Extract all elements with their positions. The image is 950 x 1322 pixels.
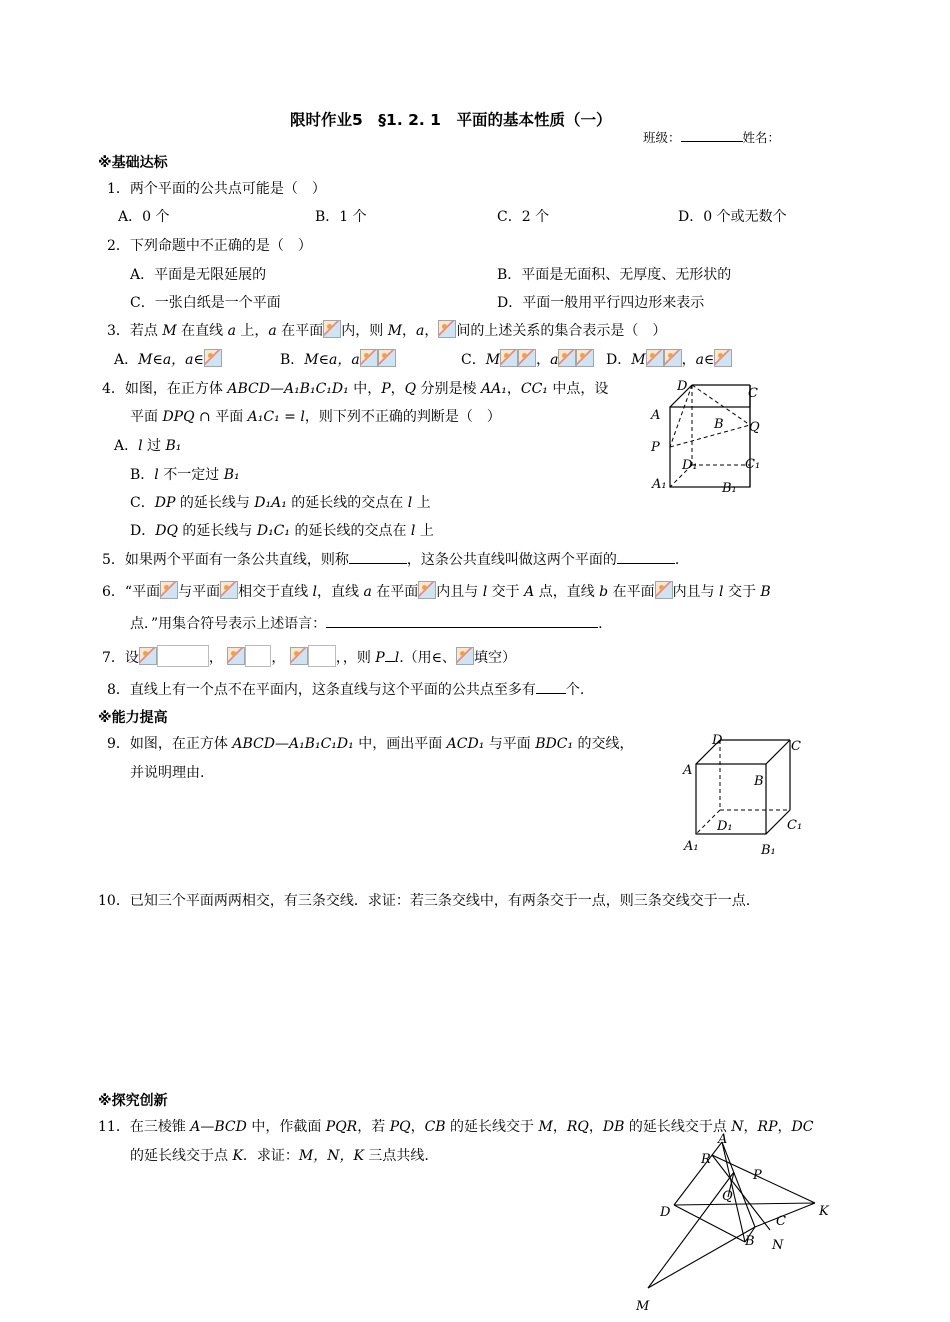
inline-text: 中点，设 xyxy=(547,381,609,397)
broken-image-icon xyxy=(655,581,673,599)
class-blank[interactable] xyxy=(681,127,743,142)
inline-text: ， xyxy=(424,323,439,339)
q11-fig-label-P: P xyxy=(753,1168,762,1183)
q9-line-1 xyxy=(107,733,634,753)
broken-image-icon xyxy=(558,349,576,367)
q3-option-a xyxy=(114,349,222,369)
q3-option-b xyxy=(280,349,396,369)
inline-text: ， xyxy=(743,1119,758,1135)
inline-text: B₁ xyxy=(223,467,240,483)
inline-text: D． xyxy=(130,523,156,539)
q7-blank[interactable] xyxy=(385,647,395,662)
inline-text: AA₁ xyxy=(481,381,507,397)
inline-text: 与平面 xyxy=(484,736,536,752)
q2-stem: 2．下列命题中不正确的是（ ） xyxy=(107,238,312,254)
broken-image-icon xyxy=(646,349,664,367)
q4-fig-label-B1: B₁ xyxy=(722,481,737,496)
q11-fig-label-R: R xyxy=(701,1152,711,1167)
inline-text: A． xyxy=(114,438,139,454)
inline-text: 9．如图，在正方体 xyxy=(107,736,233,752)
q3-option-c xyxy=(461,349,594,369)
q11-fig-label-B: B xyxy=(745,1234,755,1249)
q1-option-c: C．2 个 xyxy=(497,209,550,225)
inline-text: 5．如果两个平面有一条公共直线，则称 xyxy=(102,552,349,568)
q4-fig-label-A1: A₁ xyxy=(652,477,667,492)
inline-text: . xyxy=(674,552,680,568)
inline-text: 的延长线与 xyxy=(175,495,255,511)
q9-fig-label-D: D xyxy=(712,733,723,748)
q3-stem xyxy=(107,320,666,340)
inline-text: 填空） xyxy=(474,650,517,666)
inline-text: ．求证： xyxy=(242,1148,299,1164)
inline-text: 内且与 xyxy=(672,584,720,600)
inline-text: l xyxy=(154,467,159,483)
inline-text: M xyxy=(387,323,403,339)
q2-option-a: A．平面是无限延展的 xyxy=(130,267,267,283)
inline-text: 与平面 xyxy=(178,584,221,600)
inline-text: ， xyxy=(552,1119,567,1135)
q5-blank-2[interactable] xyxy=(617,549,675,564)
inline-text: 相交于直线 xyxy=(238,584,313,600)
inline-text: A₁C₁ xyxy=(247,409,280,425)
inline-text: CB xyxy=(424,1119,446,1135)
inline-text: l xyxy=(138,438,143,454)
inline-text: ACD₁ xyxy=(446,736,485,752)
q9-line-2: 并说明理由. xyxy=(130,765,205,781)
q4-fig-label-Q: Q xyxy=(749,420,760,435)
q11-line-2 xyxy=(130,1145,429,1165)
broken-image-icon xyxy=(418,581,436,599)
inline-text: a∈ xyxy=(185,352,204,368)
inline-text: ， xyxy=(588,1119,603,1135)
broken-image-icon xyxy=(576,349,594,367)
inline-text: 在直线 xyxy=(176,323,228,339)
inline-text: 内，则 xyxy=(341,323,388,339)
inline-text: a xyxy=(268,323,277,339)
q9-fig-label-C1: C₁ xyxy=(787,818,803,833)
inline-text: 上 xyxy=(412,495,431,511)
inline-text: 的延长线交于 xyxy=(445,1119,539,1135)
q4-option-d xyxy=(130,520,434,540)
broken-image-icon xyxy=(456,647,474,665)
inline-text: 的交线， xyxy=(573,736,634,752)
inline-text: a xyxy=(227,323,236,339)
broken-image-icon xyxy=(220,581,238,599)
inline-text: 不一定过 xyxy=(158,467,224,483)
inline-text: A—BCD xyxy=(190,1119,247,1135)
inline-text: A． xyxy=(114,352,139,368)
inline-text: M xyxy=(538,1119,553,1135)
inline-text: ， xyxy=(208,650,223,666)
inline-text: 7．设 xyxy=(102,650,139,666)
inline-text: P xyxy=(381,381,391,397)
q9-fig-label-C: C xyxy=(791,739,801,754)
inline-text: B． xyxy=(130,467,155,483)
broken-image-icon xyxy=(360,349,378,367)
inline-text: ，这条公共直线叫做这两个平面的 xyxy=(406,552,617,568)
q2-option-d: D．平面一般用平行四边形来表示 xyxy=(497,295,705,311)
inline-text: 的延长线的交点在 xyxy=(286,495,408,511)
q1-option-b: B．1 个 xyxy=(315,209,367,225)
inline-text: DP xyxy=(154,495,176,511)
section-basic: ※基础达标 xyxy=(98,155,168,171)
inline-text: 6．“平面 xyxy=(102,584,161,600)
inline-text: ABCD—A₁B₁C₁D₁ xyxy=(232,736,354,752)
q7-text xyxy=(102,645,516,667)
q4-option-c xyxy=(130,492,431,512)
q11-tetrahedron-figure xyxy=(630,1130,850,1315)
inline-text: l xyxy=(719,584,724,600)
inline-text: 交于 xyxy=(723,584,761,600)
inline-text: DPQ xyxy=(162,409,195,425)
inline-text: D₁A₁ xyxy=(254,495,287,511)
q4-option-b xyxy=(130,464,240,484)
broken-image-icon xyxy=(139,647,157,665)
inline-text: N xyxy=(731,1119,744,1135)
q4-fig-label-C1: C₁ xyxy=(745,457,761,472)
broken-image-icon xyxy=(227,647,245,665)
inline-text: 点，直线 xyxy=(534,584,600,600)
inline-text: B₁ xyxy=(165,438,182,454)
inline-text: PQR xyxy=(325,1119,358,1135)
inline-text: 的延长线交于点 xyxy=(624,1119,732,1135)
q11-fig-label-N: N xyxy=(772,1238,784,1253)
q9-fig-label-B1: B₁ xyxy=(761,843,776,858)
broken-image-icon xyxy=(518,349,536,367)
inline-text: 3．若点 xyxy=(107,323,163,339)
inline-text: D． xyxy=(606,352,632,368)
q6-answer-blank[interactable] xyxy=(326,613,598,628)
inline-text: PQ xyxy=(389,1119,411,1135)
q3-option-d xyxy=(606,349,732,369)
inline-text: 的延长线与 xyxy=(177,523,257,539)
q7-box-3 xyxy=(308,645,336,667)
broken-image-icon xyxy=(664,349,682,367)
inline-text: l xyxy=(482,584,488,600)
inline-text: ，若 xyxy=(357,1119,390,1135)
q9-fig-label-A: A xyxy=(683,763,693,778)
inline-text: = xyxy=(279,409,301,425)
inline-text: a xyxy=(416,323,425,339)
q6-line-2 xyxy=(130,613,603,633)
inline-text: 中，作截面 xyxy=(246,1119,326,1135)
q2-option-c: C．一张白纸是一个平面 xyxy=(130,295,281,311)
inline-text: 中， xyxy=(348,381,382,397)
inline-text: 点．”用集合符号表示上述语言： xyxy=(130,616,327,632)
inline-text: 过 xyxy=(142,438,166,454)
inline-text: RP xyxy=(757,1119,778,1135)
inline-text: ， xyxy=(271,650,286,666)
q7-box-1 xyxy=(157,645,209,667)
inline-text: ， xyxy=(402,323,417,339)
inline-text: 平面 xyxy=(130,409,163,425)
q11-fig-label-C: C xyxy=(776,1214,786,1229)
inline-text: 交于 xyxy=(487,584,525,600)
inline-text: CC₁ xyxy=(520,381,548,397)
inline-text: a xyxy=(550,352,559,368)
inline-text: 分别是棱 xyxy=(416,381,482,397)
q5-text xyxy=(102,549,679,569)
inline-text: 在平面 xyxy=(371,584,419,600)
broken-image-icon xyxy=(290,647,308,665)
inline-text: ，直线 xyxy=(317,584,364,600)
q9-fig-label-B: B xyxy=(754,774,764,789)
q11-fig-label-A: A xyxy=(718,1132,728,1147)
inline-text: ， xyxy=(777,1119,792,1135)
inline-text: ， xyxy=(390,381,405,397)
inline-text: 上 xyxy=(415,523,434,539)
q4-fig-label-B: B xyxy=(714,417,724,432)
q5-blank-1[interactable] xyxy=(349,549,407,564)
q7-box-2 xyxy=(245,645,271,667)
inline-text: C． xyxy=(461,352,486,368)
inline-text: a∈ xyxy=(695,352,715,368)
section-ability: ※能力提高 xyxy=(98,710,168,726)
inline-text: l xyxy=(410,523,416,539)
broken-image-icon xyxy=(500,349,518,367)
q4-fig-label-P: P xyxy=(651,440,660,455)
inline-text: DB xyxy=(602,1119,625,1135)
inline-text: 个. xyxy=(565,682,585,698)
inline-text: BDC₁ xyxy=(535,736,574,752)
q4-fig-label-A: A xyxy=(651,408,661,423)
q1-option-d: D．0 个或无数个 xyxy=(678,209,787,225)
inline-text: D₁C₁ xyxy=(256,523,291,539)
inline-text: 11．在三棱锥 xyxy=(98,1119,191,1135)
inline-text: 的延长线的交点在 xyxy=(290,523,411,539)
inline-text: 上， xyxy=(235,323,269,339)
inline-text: DQ xyxy=(155,523,178,539)
q4-fig-label-D1: D₁ xyxy=(682,458,698,473)
inline-text: 在平面 xyxy=(276,323,324,339)
inline-text: C． xyxy=(130,495,155,511)
inline-text: a xyxy=(363,584,372,600)
inline-text: l xyxy=(300,409,305,425)
q2-option-b: B．平面是无面积、无厚度、无形状的 xyxy=(497,267,732,283)
q11-fig-label-M: M xyxy=(636,1299,650,1314)
q4-fig-label-C: C xyxy=(748,386,758,401)
inline-text: M xyxy=(631,352,646,368)
q8-blank[interactable] xyxy=(536,679,566,694)
inline-text: l xyxy=(407,495,413,511)
inline-text: ∩ 平面 xyxy=(194,409,248,425)
inline-text: RQ xyxy=(566,1119,589,1135)
inline-text: ABCD—A₁B₁C₁D₁ xyxy=(227,381,349,397)
inline-text: .（用∈、 xyxy=(399,650,457,666)
inline-text: M，N，K xyxy=(298,1148,364,1164)
name-label: 姓名： xyxy=(742,130,781,145)
inline-text: M∈a， xyxy=(304,352,352,368)
inline-text: B xyxy=(760,584,771,600)
inline-text: 间的上述关系的集合表示是（ ） xyxy=(456,323,667,339)
inline-text: M xyxy=(162,323,177,339)
inline-text: 8．直线上有一个点不在平面内，这条直线与这个平面的公共点至多有 xyxy=(107,682,536,698)
section-explore: ※探究创新 xyxy=(98,1093,168,1109)
broken-image-icon xyxy=(438,320,456,338)
inline-text: A xyxy=(524,584,535,600)
broken-image-icon xyxy=(323,320,341,338)
inline-text: b xyxy=(599,584,609,600)
inline-text: 的延长线交于点 xyxy=(130,1148,233,1164)
q9-fig-label-D1: D₁ xyxy=(717,819,733,834)
inline-text: P xyxy=(375,650,385,666)
inline-text: 4．如图，在正方体 xyxy=(102,381,228,397)
inline-text: K xyxy=(232,1148,243,1164)
q4-line-2 xyxy=(130,406,501,426)
class-field xyxy=(643,127,780,146)
q10-text: 10．已知三个平面两两相交，有三条交线．求证：若三条交线中，有两条交于一点，则三条交线交于一点. xyxy=(98,893,751,909)
inline-text: ，则 xyxy=(342,650,376,666)
q6-line-1 xyxy=(102,581,771,601)
inline-text: . xyxy=(598,616,603,632)
broken-image-icon xyxy=(160,581,178,599)
inline-text: a xyxy=(351,352,360,368)
broken-image-icon xyxy=(714,349,732,367)
inline-text: B． xyxy=(280,352,305,368)
inline-text: M∈a， xyxy=(138,352,186,368)
q4-line-1 xyxy=(102,378,608,398)
inline-text: ， xyxy=(410,1119,425,1135)
inline-text: 在平面 xyxy=(608,584,655,600)
inline-text: l xyxy=(312,584,318,600)
inline-text: l xyxy=(394,650,400,666)
q8-text xyxy=(107,679,584,699)
class-label: 班级： xyxy=(643,130,681,145)
broken-image-icon xyxy=(378,349,396,367)
inline-text: ， xyxy=(536,352,551,368)
inline-text: 三点共线. xyxy=(363,1148,429,1164)
q4-option-a xyxy=(114,435,181,455)
q1-stem: 1．两个平面的公共点可能是（ ） xyxy=(107,181,326,197)
inline-text: Q xyxy=(404,381,417,397)
q9-fig-label-A1: A₁ xyxy=(684,839,699,854)
inline-text: DC xyxy=(791,1119,814,1135)
inline-text: ， xyxy=(681,352,696,368)
q4-cube-figure xyxy=(640,370,780,500)
inline-text: ，则下列不正确的判断是（ ） xyxy=(304,409,501,425)
q4-fig-label-D: D xyxy=(677,379,688,394)
inline-text: 中，画出平面 xyxy=(353,736,447,752)
page-title: 限时作业5 §1. 2. 1 平面的基本性质（一） xyxy=(290,111,612,129)
broken-image-icon xyxy=(204,349,222,367)
q11-fig-label-Q: Q xyxy=(722,1189,733,1204)
q9-cube-figure xyxy=(675,728,815,863)
inline-text: ， xyxy=(335,650,343,666)
inline-text: 内且与 xyxy=(436,584,483,600)
inline-text: ， xyxy=(506,381,521,397)
q11-fig-label-D: D xyxy=(660,1205,671,1220)
q1-option-a: A．0 个 xyxy=(118,209,170,225)
inline-text: M xyxy=(485,352,501,368)
q11-fig-label-K: K xyxy=(819,1204,829,1219)
